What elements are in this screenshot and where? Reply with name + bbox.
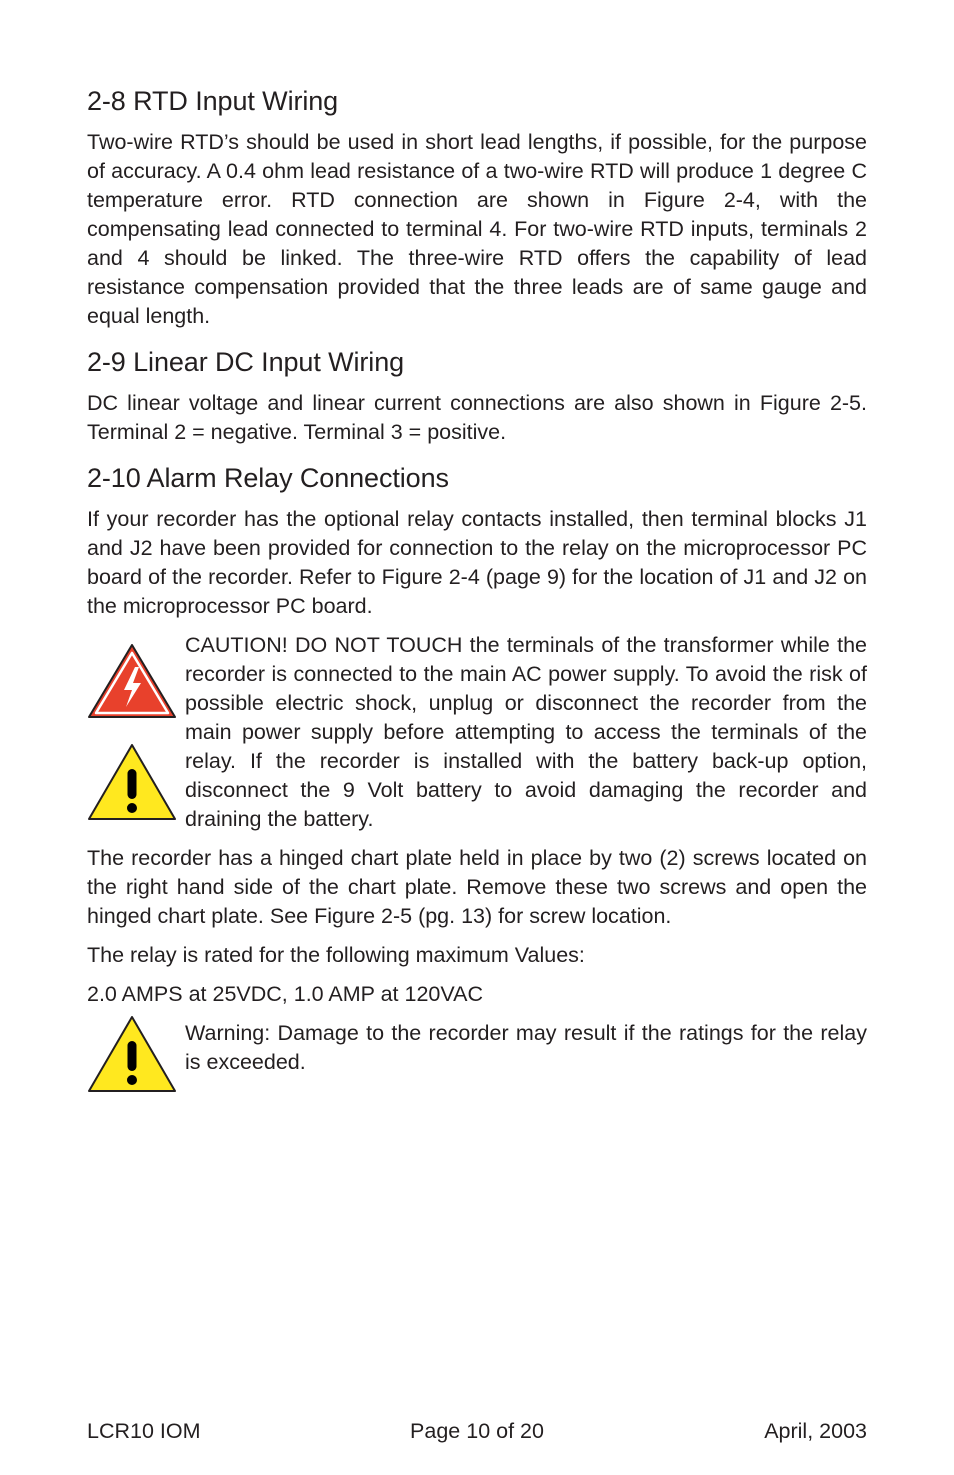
warning-icons xyxy=(87,1019,185,1093)
section-heading: 2-9 Linear DC Input Wiring xyxy=(87,347,405,377)
section-rtd-input-wiring xyxy=(87,84,867,331)
footer-date: April, 2003 xyxy=(764,1419,867,1443)
relay-rating-intro: The relay is rated for the following maximum Values: xyxy=(87,943,585,967)
section-linear-dc-input-wiring xyxy=(87,345,867,447)
warning-block xyxy=(87,1019,867,1093)
section-alarm-relay-connections xyxy=(87,461,867,1093)
exclamation-warning-icon xyxy=(87,1015,185,1093)
footer-doc-id: LCR10 IOM xyxy=(87,1419,201,1443)
section-body: DC linear voltage and linear current connections are also shown in Figure 2-5. Terminal 2 = negative. Terminal 3 = positive. xyxy=(87,391,867,444)
page-content xyxy=(87,84,867,1107)
section-body: If your recorder has the optional relay contacts installed, then terminal blocks J1 and J2 have been provided for connection to the relay on the microprocessor PC board of the recorder. Refer to Figure 2-4 (page 9) for the location of J1 and J2 on the microprocessor PC board. xyxy=(87,507,867,618)
relay-rating-values: 2.0 AMPS at 25VDC, 1.0 AMP at 120VAC xyxy=(87,982,483,1006)
electric-hazard-icon xyxy=(87,643,185,719)
section-body: Two-wire RTD’s should be used in short lead lengths, if possible, for the purpose of accuracy. A 0.4 ohm lead resistance of a two-wire RTD will produce 1 degree C temperature error. RTD connection are shown in Figure 2-4, with the compensating lead connected to terminal 4. For two-wire RTD inputs, terminals 2 and 4 should be linked. The three-wire RTD offers the capability of lead resistance compensation provided that the three leads are of same gauge and equal length. xyxy=(87,130,867,328)
footer-page-number: Page 10 of 20 xyxy=(410,1419,544,1443)
section-heading: 2-10 Alarm Relay Connections xyxy=(87,463,449,493)
exclamation-warning-icon xyxy=(87,743,185,821)
chart-plate-paragraph: The recorder has a hinged chart plate held in place by two (2) screws located on the right hand side of the chart plate. Remove these two screws and open the hinged chart plate. See Figure 2-5 (pg. 13) for screw location. xyxy=(87,846,867,928)
section-heading: 2-8 RTD Input Wiring xyxy=(87,86,339,116)
caution-icons xyxy=(87,631,185,821)
caution-text: CAUTION! DO NOT TOUCH the terminals of the transformer while the recorder is connected to the main AC power supply. To avoid the risk of possible electric shock, unplug or disconnect the recorder from the main power supply before attempting to access the terminals of the relay. If the recorder is installed with the battery back-up option, disconnect the 9 Volt battery to avoid damaging the recorder and draining the battery. xyxy=(185,633,867,831)
warning-text: Warning: Damage to the recorder may result if the ratings for the relay is exceeded. xyxy=(185,1021,867,1074)
caution-block xyxy=(87,631,867,834)
